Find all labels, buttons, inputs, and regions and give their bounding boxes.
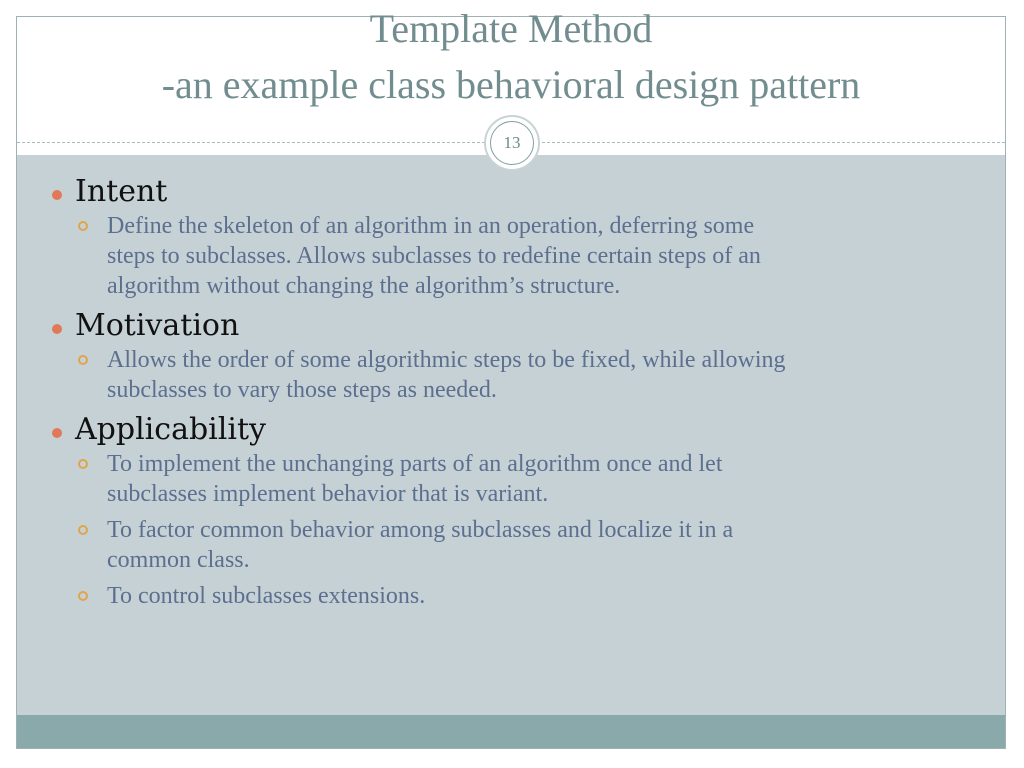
intent-item — [48, 211, 988, 301]
ring-bullet-icon — [78, 221, 88, 231]
applicability-item — [48, 581, 988, 611]
section-applicability — [48, 412, 988, 611]
filled-bullet-icon — [52, 190, 62, 200]
applicability-item-text: To implement the unchanging parts of an algorithm once and let subclasses implement behavior that is variant. — [107, 451, 723, 507]
applicability-item — [48, 449, 988, 509]
ring-bullet-icon — [78, 525, 88, 535]
section-intent — [48, 174, 988, 301]
ring-bullet-icon — [78, 591, 88, 601]
applicability-item-text: To control subclasses extensions. — [107, 583, 426, 609]
filled-bullet-icon — [52, 428, 62, 438]
slide-title-line-2: -an example class behavioral design pattern — [161, 62, 861, 107]
applicability-item-text: To factor common behavior among subclasses and localize it in a common class. — [107, 517, 734, 573]
slide-number-badge — [484, 115, 540, 171]
filled-bullet-icon — [52, 324, 62, 334]
section-motivation — [48, 308, 988, 405]
section-heading-applicability — [48, 412, 988, 448]
ring-bullet-icon — [78, 355, 88, 365]
applicability-item — [48, 515, 988, 575]
slide-number: 13 — [490, 121, 534, 165]
section-heading-intent — [48, 174, 988, 210]
motivation-item-text: Allows the order of some algorithmic steps to be fixed, while allowing subclasses to vary those steps as needed. — [107, 347, 786, 403]
motivation-item — [48, 345, 988, 405]
intent-item-text: Define the skeleton of an algorithm in an operation, deferring some steps to subclasses. Allows subclasses to redefine certain steps of an algorithm without changing the algorithm’s structure. — [107, 213, 761, 299]
ring-bullet-icon — [78, 459, 88, 469]
section-heading-text: Motivation — [75, 308, 240, 343]
bullet-list — [48, 174, 988, 618]
section-heading-text: Intent — [75, 174, 168, 209]
slide-title-line-1: Template Method — [369, 6, 653, 51]
footer-bar — [17, 715, 1005, 748]
section-heading-motivation — [48, 308, 988, 344]
section-heading-text: Applicability — [75, 412, 266, 447]
